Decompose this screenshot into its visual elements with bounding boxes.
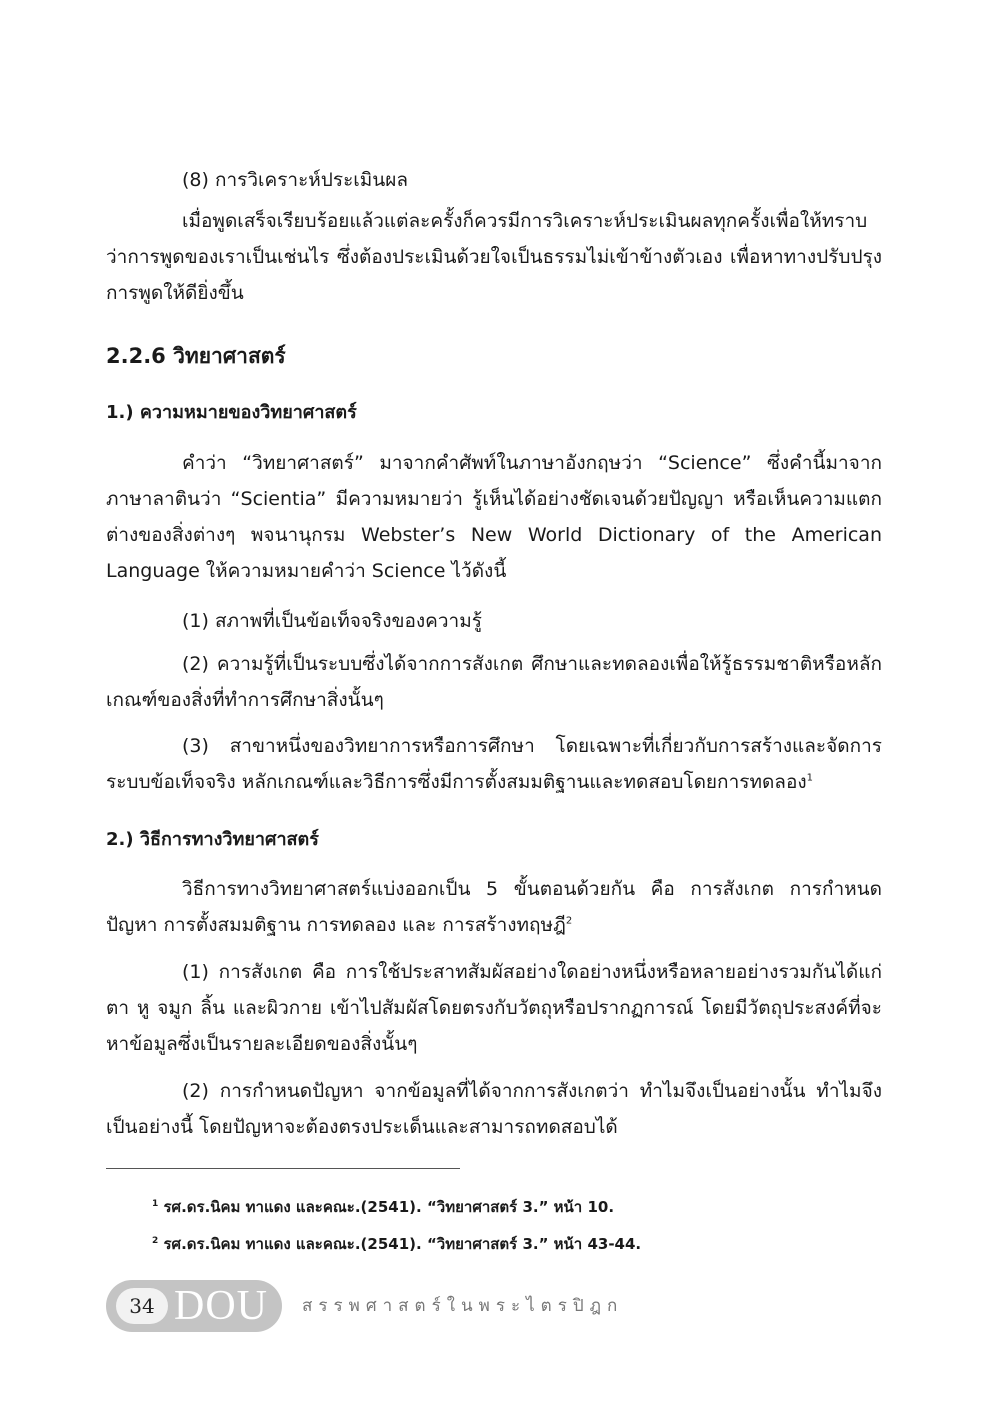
footnote-2-mark: 2: [152, 1236, 159, 1246]
subsection-heading-meaning: 1.) ความหมายของวิทยาศาสตร์: [106, 402, 357, 423]
meaning-item-3: [106, 728, 882, 800]
footnote-1: [152, 1196, 614, 1218]
subsection-heading-method: 2.) วิธีการทางวิทยาศาสตร์: [106, 829, 319, 850]
meaning-item-1: (1) สภาพที่เป็นข้อเท็จจริงของความรู้: [182, 610, 482, 632]
footnote-divider: [106, 1168, 460, 1169]
meaning-paragraph: คำว่า “วิทยาศาสตร์” มาจากคำศัพท์ในภาษาอังกฤษว่า “Science” ซึ่งคำนี้มาจากภาษาลาตินว่า “Scientia” มีความหมายว่า รู้เห็นได้อย่างชัดเจนด้วยปัญญา หรือเห็นความแตกต่างของสิ่งต่างๆ พจนานุกรม Webster’s New World Dictionary of the American Language ให้ความหมายคำว่า Science ไว้ดังนี้: [106, 452, 882, 582]
footnote-2-text: รศ.ดร.นิคม ทาแดง และคณะ.(2541). “วิทยาศาสตร์ 3.” หน้า 43-44.: [163, 1235, 642, 1253]
footnote-1-text: รศ.ดร.นิคม ทาแดง และคณะ.(2541). “วิทยาศาสตร์ 3.” หน้า 10.: [163, 1198, 615, 1216]
item-8-evaluation: (8) การวิเคราะห์ประเมินผล: [182, 169, 409, 191]
method-paragraph-text: วิธีการทางวิทยาศาสตร์แบ่งออกเป็น 5 ขั้นตอนด้วยกัน คือ การสังเกต การกำหนดปัญหา การตั้งสมมติฐาน การทดลอง และ การสร้างทฤษฎี: [106, 878, 882, 936]
book-title: สรรพศาสตร์ในพระไตรปิฎก: [302, 1296, 624, 1316]
footnote-ref-1: 1: [806, 772, 814, 784]
meaning-item-2: (2) ความรู้ที่เป็นระบบซึ่งได้จากการสังเกต ศึกษาและทดลองเพื่อให้รู้ธรรมชาติหรือหลักเกณฑ์ของสิ่งที่ทำการศึกษาสิ่งนั้นๆ: [106, 653, 882, 711]
footnote-1-mark: 1: [152, 1199, 159, 1209]
footnote-2: [152, 1233, 641, 1255]
method-paragraph: [106, 871, 882, 943]
meaning-item-3-text: (3) สาขาหนึ่งของวิทยาการหรือการศึกษา โดยเฉพาะที่เกี่ยวกับการสร้างและจัดการระบบข้อเท็จจริง หลักเกณฑ์และวิธีการซึ่งมีการตั้งสมมติฐานและทดสอบโดยการทดลอง: [106, 735, 882, 793]
dou-logo-text: DOU: [174, 1283, 268, 1329]
method-item-2: (2) การกำหนดปัญหา จากข้อมูลที่ได้จากการสังเกตว่า ทำไมจึงเป็นอย่างนั้น ทำไมจึงเป็นอย่างนี้ โดยปัญหาจะต้องตรงประเด็นและสามารถทดสอบได้: [106, 1080, 882, 1138]
page-number: 34: [116, 1288, 168, 1324]
method-item-1: (1) การสังเกต คือ การใช้ประสาทสัมผัสอย่างใดอย่างหนึ่งหรือหลายอย่างรวมกันได้แก่ ตา หู จมูก ลิ้น และผิวกาย เข้าไปสัมผัสโดยตรงกับวัตถุหรือปรากฏการณ์ โดยมีวัตถุประสงค์ที่จะหาข้อมูลซึ่งเป็นรายละเอียดของสิ่งนั้นๆ: [106, 961, 882, 1055]
footnote-ref-2: 2: [565, 915, 573, 927]
intro-paragraph: เมื่อพูดเสร็จเรียบร้อยแล้วแต่ละครั้งก็ควรมีการวิเคราะห์ประเมินผลทุกครั้งเพื่อให้ทราบว่าการพูดของเราเป็นเช่นไร ซึ่งต้องประเมินด้วยใจเป็นธรรมไม่เข้าข้างตัวเอง เพื่อหาทางปรับปรุงการพูดให้ดียิ่งขึ้น: [106, 210, 882, 304]
section-heading: 2.2.6 วิทยาศาสตร์: [106, 344, 286, 368]
